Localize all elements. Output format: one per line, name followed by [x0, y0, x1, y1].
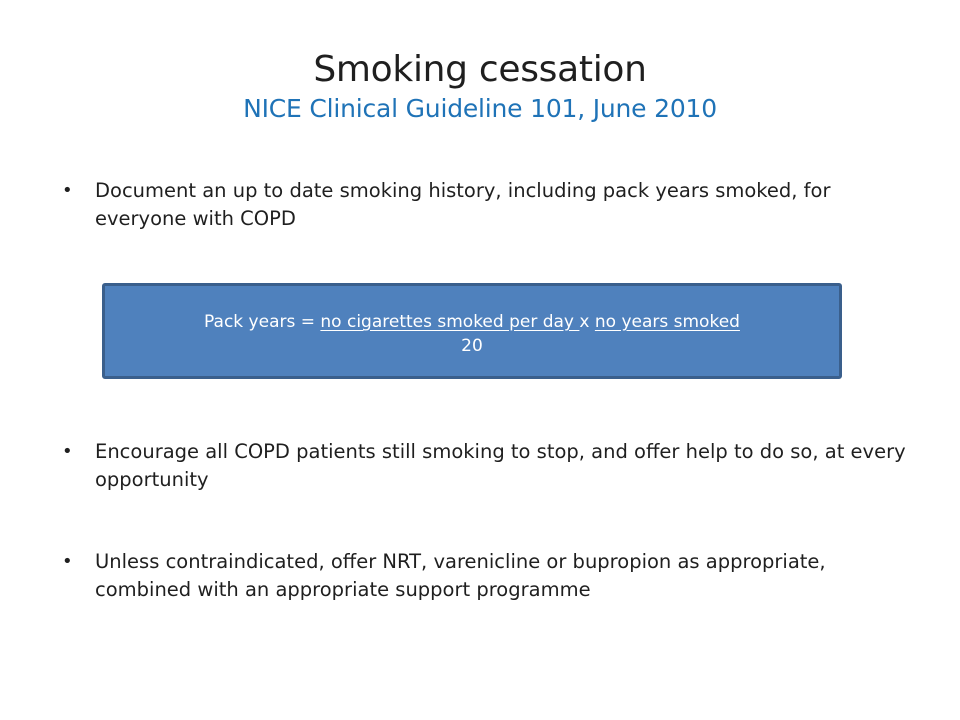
bullet-marker: • [62, 551, 73, 572]
bullet-marker: • [62, 441, 73, 462]
formula-term-years: no years smoked [594, 312, 740, 332]
bullet-text: Encourage all COPD patients still smoking to stop, and offer help to do so, at every opportunity [95, 440, 906, 491]
slide-title: Smoking cessation [313, 49, 647, 90]
formula-term-cigarettes: no cigarettes smoked per day [320, 312, 580, 332]
bullet-text: Unless contraindicated, offer NRT, varenicline or bupropion as appropriate, combined with an appropriate support programme [95, 550, 826, 601]
pack-years-formula-box [102, 283, 842, 379]
formula-lhs: Pack years = [204, 312, 321, 332]
slide-subtitle: NICE Clinical Guideline 101, June 2010 [243, 94, 717, 123]
bullet-marker: • [62, 180, 73, 201]
formula-operator: x [579, 312, 595, 332]
bullet-text: Document an up to date smoking history, including pack years smoked, for everyone with COPD [95, 179, 831, 230]
title-block [0, 48, 960, 126]
formula-numerator-line [105, 310, 839, 334]
formula-denominator: 20 [461, 336, 483, 356]
